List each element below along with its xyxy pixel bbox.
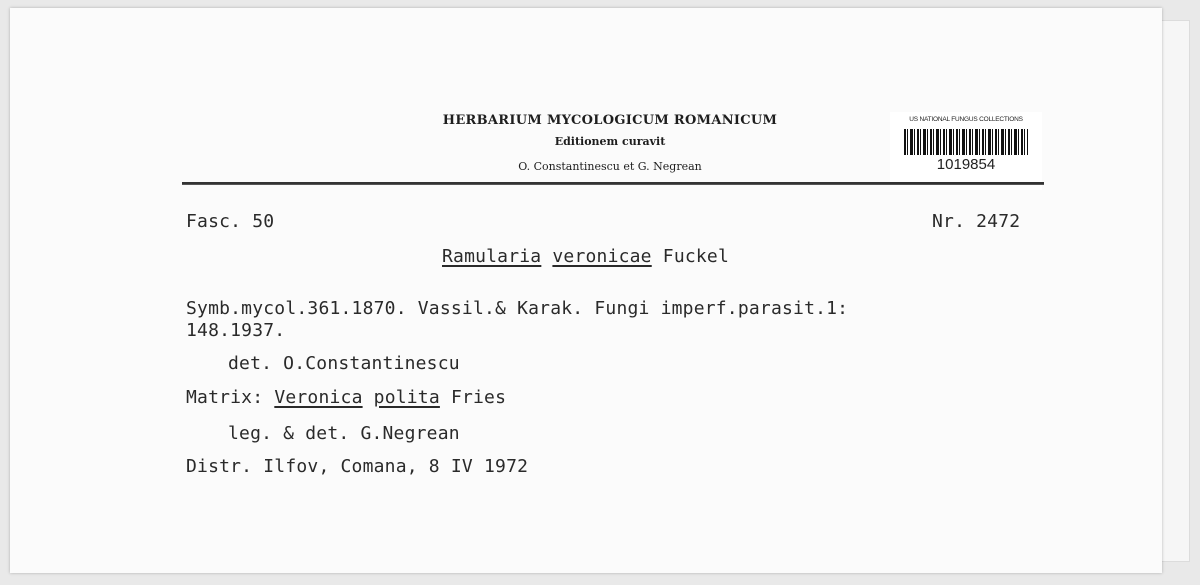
barcode-icon (904, 129, 1028, 155)
reference-line-1: Symb.mycol.361.1870. Vassil.& Karak. Fungi imperf.parasit.1: (186, 298, 849, 319)
matrix-prefix: Matrix: (186, 387, 264, 408)
header-subtitle: Editionem curavit (554, 135, 666, 148)
species-name (442, 246, 729, 267)
species-epithet: veronicae (552, 246, 652, 267)
species-author: Fuckel (662, 246, 730, 267)
fascicle-number: Fasc. 50 (186, 211, 275, 232)
specimen-number: Nr. 2472 (932, 211, 1021, 232)
species-genus: Ramularia (442, 246, 542, 267)
barcode-number: 1019854 (936, 156, 996, 173)
matrix-epithet: polita (373, 387, 440, 408)
barcode-sticker (890, 112, 1042, 190)
barcode-title: US NATIONAL FUNGUS COLLECTIONS (909, 116, 1023, 123)
distribution: Distr. Ilfov, Comana, 8 IV 1972 (186, 456, 529, 477)
matrix-genus: Veronica (274, 387, 363, 408)
determiner: det. O.Constantinescu (228, 353, 460, 374)
collector: leg. & det. G.Negrean (228, 423, 460, 444)
matrix-author: Fries (450, 387, 507, 408)
herbarium-label (10, 8, 1162, 573)
reference-line-2: 148.1937. (186, 320, 286, 341)
header-title: HERBARIUM MYCOLOGICUM ROMANICUM (442, 113, 778, 128)
header-editors: O. Constantinescu et G. Negrean (518, 160, 702, 173)
matrix-line (186, 387, 506, 408)
header-rule (182, 182, 1044, 185)
